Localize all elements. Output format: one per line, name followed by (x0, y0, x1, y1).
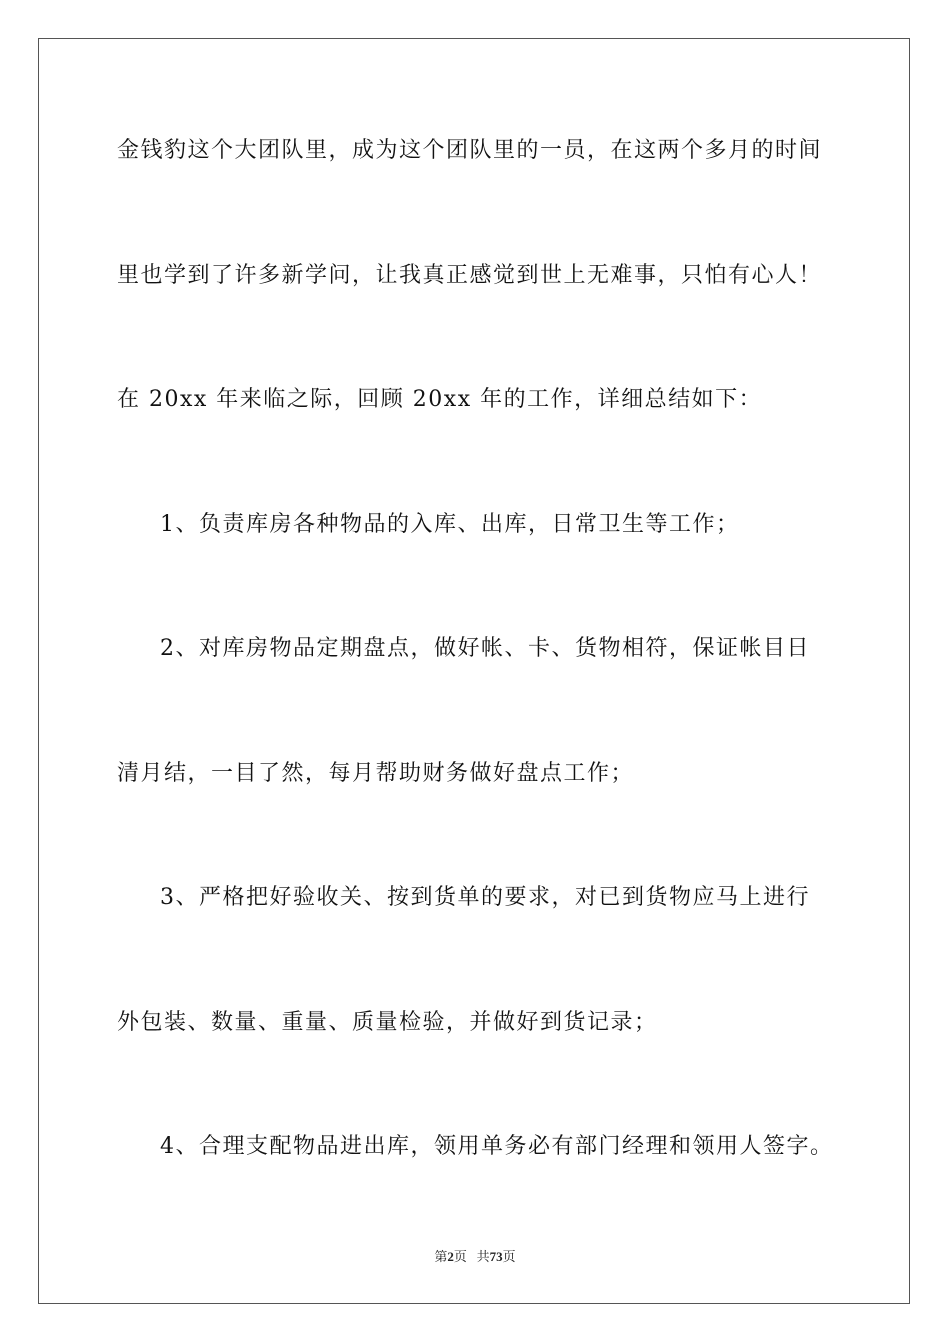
list-item-2-continued: 清月结，一目了然，每月帮助财务做好盘点工作； (117, 761, 635, 786)
total-pages: 73 (489, 1249, 503, 1264)
total-prefix: 共 (476, 1249, 490, 1264)
total-suffix: 页 (502, 1249, 516, 1264)
list-item-3-continued: 外包装、数量、重量、质量检验，并做好到货记录； (117, 1010, 658, 1035)
page-suffix: 页 (453, 1249, 467, 1264)
list-item-3: 3、严格把好验收关、按到货单的要求，对已到货物应马上进行 (160, 885, 810, 910)
body-line-1: 金钱豹这个大团队里，成为这个团队里的一员，在这两个多月的时间 (117, 138, 823, 163)
list-item-2: 2、对库房物品定期盘点，做好帐、卡、货物相符，保证帐目日 (160, 636, 810, 661)
list-item-1: 1、负责库房各种物品的入库、出库，日常卫生等工作； (160, 512, 740, 537)
body-line-3: 在 20xx 年来临之际，回顾 20xx 年的工作，详细总结如下： (117, 387, 763, 412)
list-item-4: 4、合理支配物品进出库，领用单务必有部门经理和领用人签字。 (160, 1134, 834, 1159)
page-number: 2 (447, 1249, 454, 1264)
page-footer (0, 1246, 950, 1265)
body-line-2: 里也学到了许多新学问，让我真正感觉到世上无难事，只怕有心人！ (117, 263, 823, 288)
page-prefix: 第 (434, 1249, 448, 1264)
page-border (38, 38, 910, 1304)
